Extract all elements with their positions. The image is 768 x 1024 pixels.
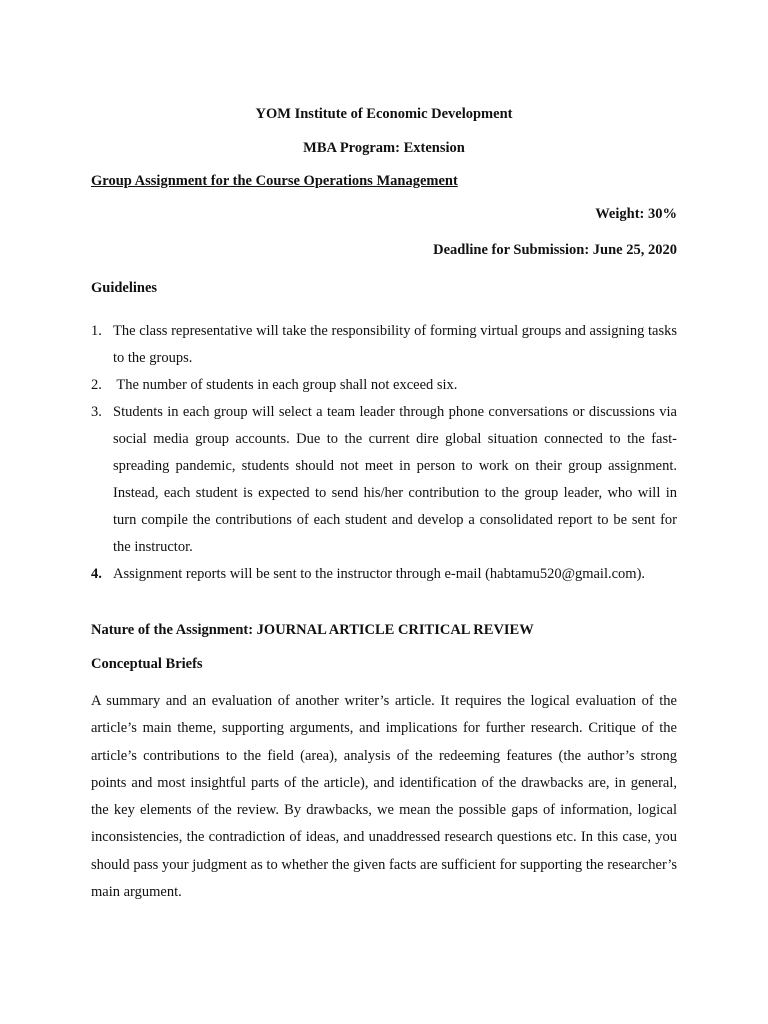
list-item-number: 3. (91, 404, 102, 420)
nature-heading: Nature of the Assignment: JOURNAL ARTICLE CRITICAL REVIEW (91, 622, 534, 638)
list-item (91, 372, 677, 399)
list-item-text: The number of students in each group shall not exceed six. (113, 377, 458, 393)
list-item (91, 561, 677, 588)
list-item-text: The class representative will take the responsibility of forming virtual groups and assigning tasks to the groups. (113, 323, 677, 366)
assignment-title: Group Assignment for the Course Operations Management (91, 173, 458, 189)
weight-label: Weight: 30% (595, 206, 677, 222)
deadline-label: Deadline for Submission: June 25, 2020 (433, 242, 677, 258)
list-item (91, 399, 677, 561)
guidelines-heading: Guidelines (91, 280, 158, 296)
guidelines-list (91, 318, 677, 588)
list-item-number: 4. (91, 566, 102, 582)
program-name: MBA Program: Extension (303, 140, 465, 156)
conceptual-briefs-heading: Conceptual Briefs (91, 656, 203, 672)
conceptual-briefs-paragraph: A summary and an evaluation of another writer’s article. It requires the logical evaluation of the article’s main theme, supporting arguments, and implications for further research. Critique of the article’s contributions to the field (area), analysis of the redeeming features (the author’s strong points and most insightful parts of the article), and identification of the drawbacks are, in general, the key elements of the review. By drawbacks, we mean the possible gaps of information, logical inconsistencies, the contradiction of ideas, and unaddressed research questions etc. In this case, you should pass your judgment as to whether the given facts are sufficient for supporting the researcher’s main argument. (91, 693, 677, 901)
list-item (91, 318, 677, 372)
institute-name: YOM Institute of Economic Development (255, 106, 513, 122)
list-item-number: 2. (91, 377, 102, 393)
list-item-text: Assignment reports will be sent to the instructor through e-mail (habtamu520@gmail.com). (113, 566, 646, 582)
list-item-number: 1. (91, 323, 102, 339)
list-item-text: Students in each group will select a team leader through phone conversations or discussions via social media group accounts. Due to the current dire global situation connected to the fast-spreading pandemic, students should not meet in person to work on their group assignment. Instead, each student is expected to send his/her contribution to the group leader, who will in turn compile the contributions of each student and develop a consolidated report to be sent for the instructor. (113, 404, 677, 555)
